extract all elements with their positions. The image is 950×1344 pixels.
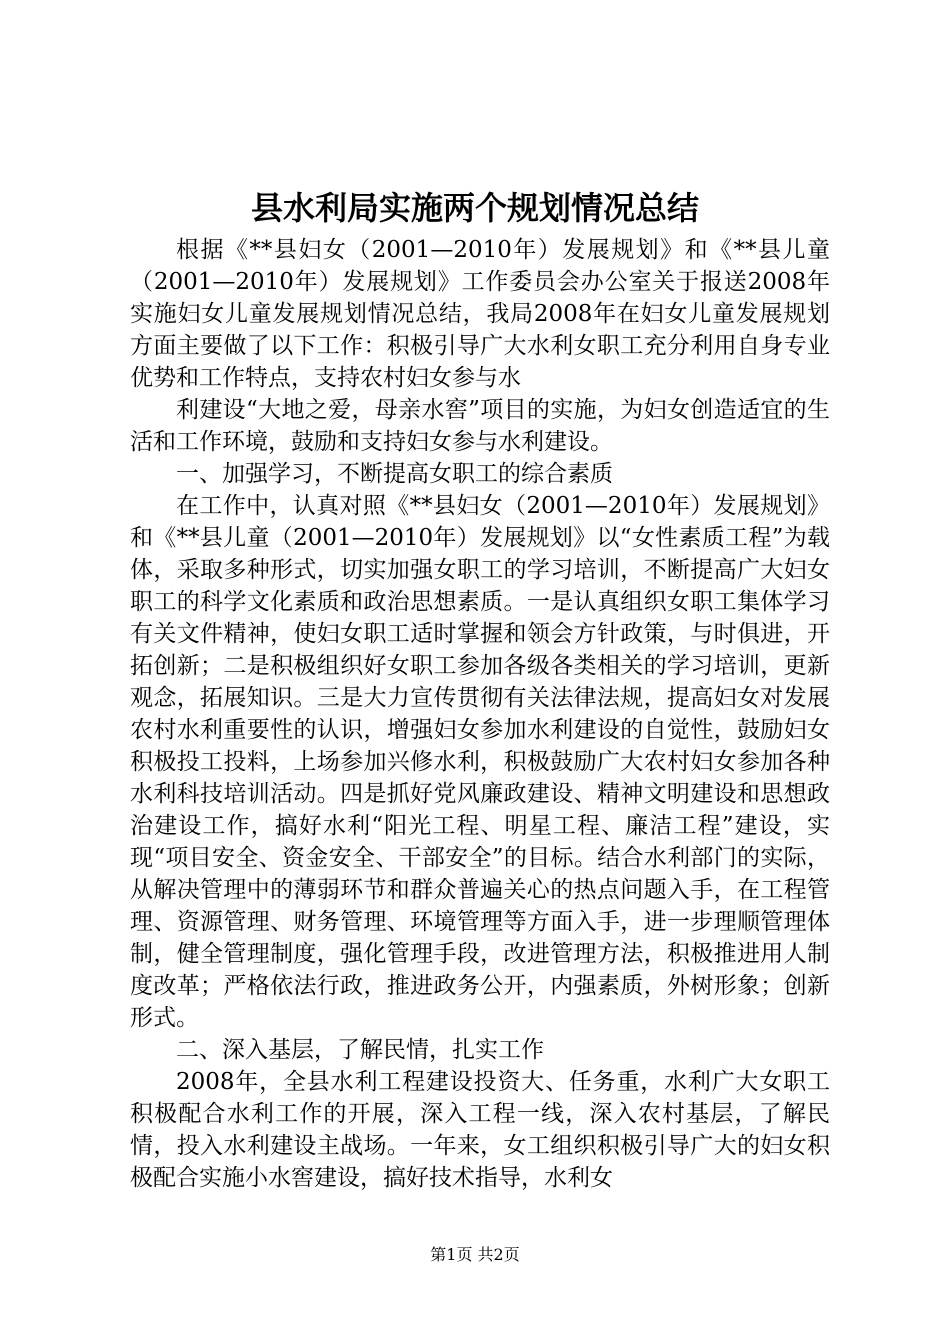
paragraph-intro: 根据《**县妇女（2001—2010年）发展规划》和《**县儿童（2001—2010年）发展规划》工作委员会办公室关于报送2008年实施妇女儿童发展规划情况总结，我局2008年在妇女儿童发展规划方面主要做了以下工作：积极引导广大水利女职工充分利用自身专业优势和工作特点，支持农村妇女参与水 (130, 237, 830, 391)
section-heading-2: 二、深入基层，了解民情，扎实工作 (176, 1037, 544, 1063)
document-title: 县水利局实施两个规划情况总结 (250, 189, 699, 227)
paragraph-section-2: 2008年，全县水利工程建设投资大、任务重，水利广大女职工积极配合水利工作的开展，深入工程一线，深入农村基层，了解民情，投入水利建设主战场。一年来，女工组织积极引导广大的妇女积极配合实施小水窖建设，搞好技术指导，水利女 (130, 1069, 830, 1191)
document-body (130, 234, 830, 1194)
page-number-footer: 第1页 共2页 (430, 1245, 520, 1264)
section-heading-1: 一、加强学习，不断提高女职工的综合素质 (176, 461, 613, 487)
paragraph-intro-continued: 利建设“大地之爱，母亲水窖”项目的实施，为妇女创造适宜的生活和工作环境，鼓励和支持妇女参与水利建设。 (130, 397, 830, 455)
paragraph-section-1: 在工作中，认真对照《**县妇女（2001—2010年）发展规划》和《**县儿童（2001—2010年）发展规划》以“女性素质工程”为载体，采取多种形式，切实加强女职工的学习培训，不断提高广大妇女职工的科学文化素质和政治思想素质。一是认真组织女职工集体学习有关文件精神，使妇女职工适时掌握和领会方针政策，与时俱进，开拓创新；二是积极组织好女职工参加各级各类相关的学习培训，更新观念，拓展知识。三是大力宣传贯彻有关法律法规，提高妇女对发展农村水利重要性的认识，增强妇女参加水利建设的自觉性，鼓励妇女积极投工投料，上场参加兴修水利，积极鼓励广大农村妇女参加各种水利科技培训活动。四是抓好党风廉政建设、精神文明建设和思想政治建设工作，搞好水利“阳光工程、明星工程、廉洁工程”建设，实现“项目安全、资金安全、干部安全”的目标。结合水利部门的实际，从解决管理中的薄弱环节和群众普遍关心的热点问题入手，在工程管理、资源管理、财务管理、环境管理等方面入手，进一步理顺管理体制，健全管理制度，强化管理手段，改进管理方法，积极推进用人制度改革；严格依法行政，推进政务公开，内强素质，外树形象；创新形式。 (130, 493, 830, 1031)
